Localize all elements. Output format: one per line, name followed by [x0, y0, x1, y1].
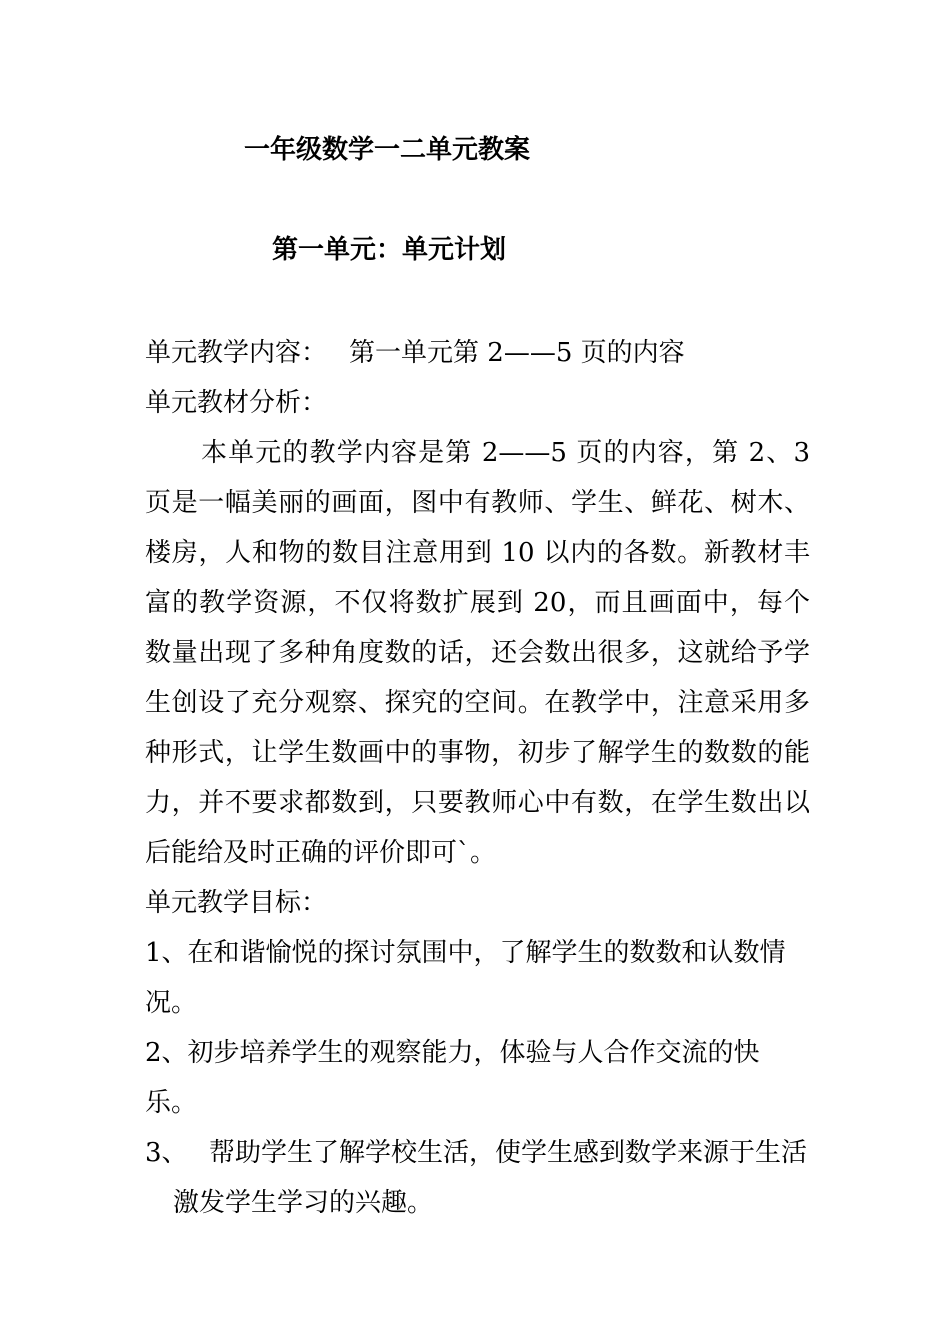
goal-item-3 — [145, 1128, 810, 1228]
goal-text: 初步培养学生的观察能力，体验与人合作交流的快乐。 — [145, 1038, 760, 1118]
content-value: 第一单元第 2——5 页的内容 — [349, 338, 685, 368]
goal-text: 在和谐愉悦的探讨氛围中，了解学生的数数和认数情况。 — [145, 938, 786, 1018]
goals-label: 单元教学目标： — [145, 888, 328, 918]
goal-item-1 — [145, 928, 810, 1028]
goal-text: 帮助学生了解学校生活，使学生感到数学来源于生活激发学生学习的兴趣。 — [173, 1138, 808, 1218]
content-line — [145, 328, 810, 378]
document-title: 一年级数学一二单元教案 — [244, 135, 531, 165]
content-label: 单元教学内容： — [145, 338, 328, 368]
unit-plan-heading: 第一单元：单元计划 — [272, 235, 507, 265]
goal-number: 1、 — [145, 938, 188, 968]
analysis-label: 单元教材分析： — [145, 388, 328, 418]
goal-number: 2、 — [145, 1038, 188, 1068]
goal-item-2 — [145, 1028, 810, 1128]
goal-number: 3、 — [145, 1138, 188, 1168]
analysis-paragraph: 本单元的教学内容是第 2——5 页的内容，第 2、3 页是一幅美丽的画面，图中有教师、学生、鲜花、树木、楼房，人和物的数目注意用到 10 以内的各数。新教材丰富的教学资源，不仅将数扩展到 20，而且画面中，每个数量出现了多种角度数的话，还会数出很多，这就给予学生创设了充分观察、探究的空间。在教学中，注意采用多种形式，让学生数画中的事物，初步了解学生的数数的能力，并不要求都数到，只要教师心中有数，在学生数出以后能给及时正确的评价即可`。 — [145, 438, 810, 868]
document-body — [145, 328, 810, 1228]
